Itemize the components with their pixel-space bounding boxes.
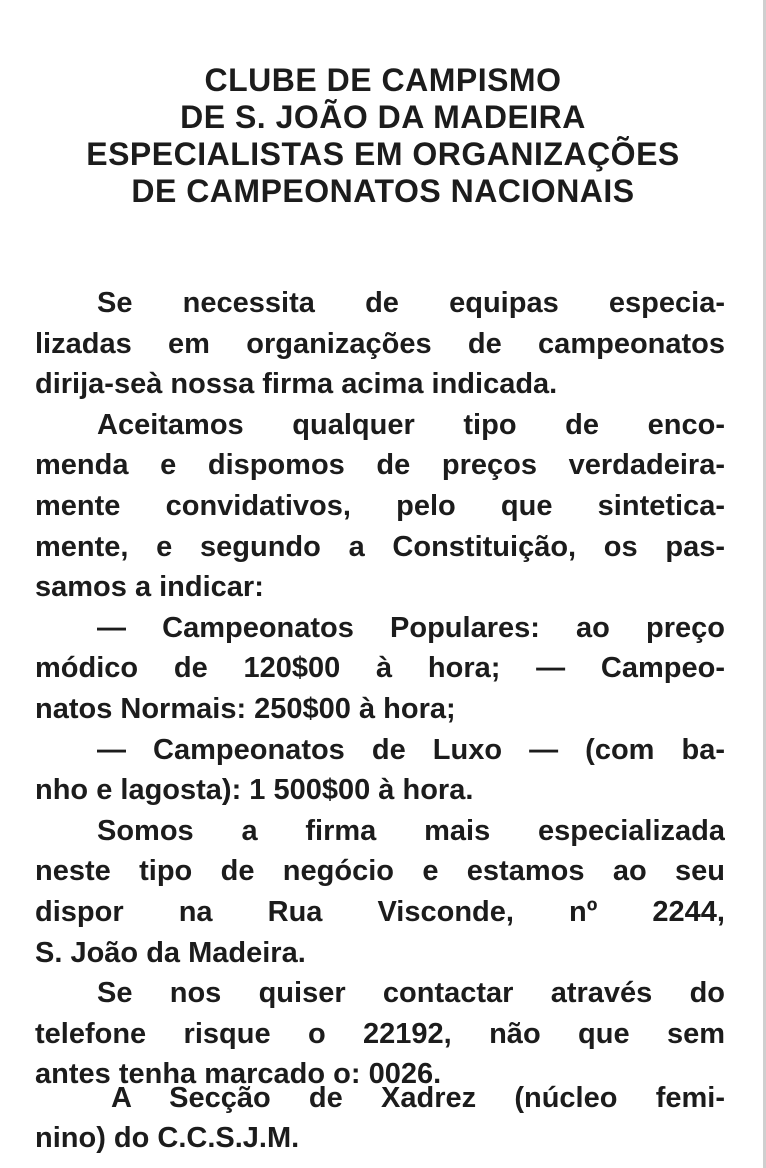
headline-line-2: DE S. JOÃO DA MADEIRA [180,99,586,135]
body-line: antes tenha marcado o: 0026. [35,1058,442,1091]
body-line: natos Normais: 250$00 à hora; [35,692,456,725]
body-line: menda e dispomos de preços verdadeira- [35,449,725,482]
signature-block [35,1078,725,1158]
article-body [35,283,725,1095]
headline-line-4: DE CAMPEONATOS NACIONAIS [131,173,635,209]
body-line: mente convidativos, pelo que sintetica- [35,489,725,522]
body-line: dirija-seà nossa firma acima indicada. [35,368,558,401]
body-line: Se necessita de equipas especia- [97,287,725,319]
body-line: — Campeonatos Populares: ao preço [97,611,725,644]
headline-line-3: ESPECIALISTAS EM ORGANIZAÇÕES [86,136,680,172]
body-line: lizadas em organizações de campeonatos [35,327,725,360]
body-line: Aceitamos qualquer tipo de enco- [97,408,725,441]
signature-line-1: A Secção de Xadrez (núcleo femi- [111,1082,725,1114]
body-line: dispor na Rua Visconde, nº 2244, [35,895,725,928]
body-line: telefone risque o 22192, não que sem [35,1017,725,1050]
body-line: nho e lagosta): 1 500$00 à hora. [35,774,474,807]
body-line: módico de 120$00 à hora; — Campeo- [35,652,725,685]
headline [0,62,766,210]
headline-line-1: CLUBE DE CAMPISMO [204,62,562,98]
body-line: neste tipo de negócio e estamos ao seu [35,855,725,888]
body-line: samos a indicar: [35,571,264,604]
body-line: — Campeonatos de Luxo — (com ba- [97,733,725,766]
body-line: Somos a firma mais especializada [97,814,725,847]
body-line: S. João da Madeira. [35,936,306,969]
signature-line-2: nino) do C.C.S.J.M. [35,1122,300,1154]
body-line: mente, e segundo a Constituição, os pas- [35,530,725,563]
body-line: Se nos quiser contactar através do [97,977,725,1010]
